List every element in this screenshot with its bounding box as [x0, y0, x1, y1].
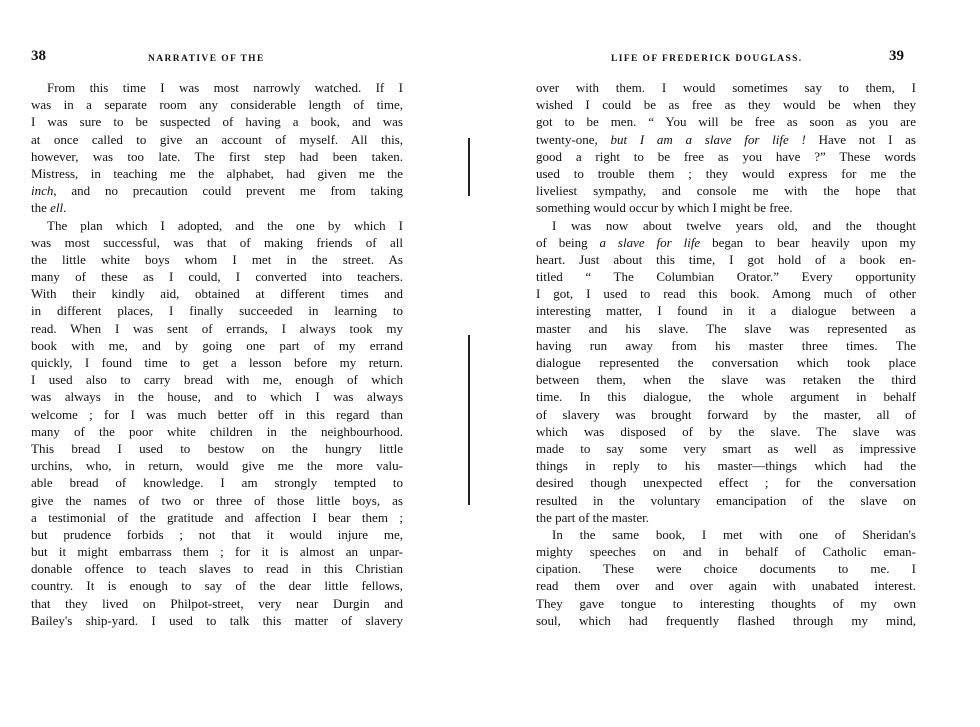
text-line: give the names of two or three of those little boys, as: [31, 492, 403, 508]
text-line: inch, and no precaution could prevent me from taking: [31, 183, 403, 199]
text-line: desired though unexpected effect ; for the conversation: [536, 475, 916, 491]
text-line: book with me, and by going one part of my errand: [31, 337, 403, 353]
text-line: dialogue represented the conversation which took place: [536, 355, 916, 370]
left-page-body: [31, 79, 403, 629]
text-line: read. When I was sent of errands, I always took my: [31, 320, 403, 336]
text-line: heart. Just about this time, I got hold of a book en-: [536, 251, 916, 267]
text-line: the ell.: [31, 200, 67, 216]
text-line: From this time I was most narrowly watched. If I: [47, 80, 403, 95]
text-line: I got, I used to read this book. Among much of other: [536, 286, 916, 302]
text-line: They gave tongue to interesting thoughts of my own: [536, 595, 916, 611]
left-page: [0, 0, 470, 727]
text-line: of being a slave for life began to bear heavily upon my: [536, 234, 916, 250]
text-line: titled “ The Columbian Orator.” Every opportunity: [536, 269, 916, 285]
text-line: resulted in the voluntary emancipation of the slave on: [536, 492, 916, 508]
text-line: soul, which had frequently flashed through my mind,: [536, 612, 916, 628]
text-line: in different places, I finally succeeded in learning to: [31, 303, 403, 319]
text-line: The plan which I adopted, and the one by which I: [47, 217, 403, 233]
text-line: which was disposed of by the slave. The slave was: [536, 423, 916, 439]
text-line: made to say some very smart as well as impressive: [536, 440, 916, 456]
text-line: the part of the master.: [536, 509, 649, 525]
text-line: time. In this dialogue, the whole argument in behalf: [536, 389, 916, 405]
text-line: liveliest sympathy, and console me with the hope that: [536, 183, 916, 199]
text-line: however, was too late. The first step had been taken.: [31, 148, 403, 164]
text-line: master and his slave. The slave was represented as: [536, 320, 916, 336]
text-line: the little white boys whom I met in the street. As: [31, 251, 403, 267]
text-line: Bailey's ship-yard. I used to talk this matter of slavery: [31, 612, 403, 628]
text-line: welcome ; for I was much better off in this regard than: [31, 406, 403, 422]
page-number-left: 38: [31, 48, 46, 64]
running-head-left: NARRATIVE OF THE: [148, 54, 265, 64]
text-line: quickly, I found time to get a lesson before my return.: [31, 355, 403, 370]
text-line: read them over and over again with unabated interest.: [536, 578, 916, 594]
text-line: urchins, who, in return, would give me the more valu-: [31, 458, 403, 474]
text-line: got to be men. “ You will be free as soon as you are: [536, 114, 916, 130]
text-line: having run away from his master three times. The: [536, 337, 916, 353]
text-line: good a right to be free as you have ?” These words: [536, 148, 916, 164]
text-line: This bread I used to bestow on the hungry little: [31, 440, 403, 456]
text-line: used to trouble them ; they would express for me the: [536, 165, 916, 181]
text-line: mighty speeches on and in behalf of Catholic eman-: [536, 544, 916, 560]
right-page-body: [536, 79, 916, 629]
text-line: was always in the house, and to which I was always: [31, 389, 403, 405]
text-line: but prudence forbids ; not that it would injure me,: [31, 526, 403, 542]
text-line: able bread of knowledge. I am strongly tempted to: [31, 475, 403, 491]
text-line: was in a separate room any considerable length of time,: [31, 97, 403, 113]
text-line: something would occur by which I might be free.: [536, 200, 793, 216]
text-line: many of these as I could, I converted into teachers.: [31, 269, 403, 285]
text-line: twenty-one, but I am a slave for life ! Have not I as: [536, 131, 916, 147]
text-line: that they lived on Philpot-street, very near Durgin and: [31, 595, 403, 611]
right-page: [470, 0, 980, 727]
text-line: I used also to carry bread with me, enough of which: [31, 372, 403, 388]
running-head-right: LIFE OF FREDERICK DOUGLASS.: [611, 54, 803, 64]
text-line: donable offence to teach slaves to read in this Christian: [31, 561, 403, 577]
text-line: a testimonial of the gratitude and affection I bear them ;: [31, 509, 403, 525]
text-line: many of the poor white children in the neighbourhood.: [31, 423, 403, 439]
text-line: Mistress, in teaching me the alphabet, had given me the: [31, 165, 403, 181]
page-number-right: 39: [889, 48, 904, 64]
text-line: at once called to give an account of myself. All this,: [31, 131, 403, 147]
text-line: cipation. These were choice documents to me. I: [536, 561, 916, 577]
text-line: With their kindly aid, obtained at different times and: [31, 286, 403, 302]
text-line: but it might embarrass them ; for it is almost an unpar-: [31, 544, 403, 560]
text-line: country. It is enough to say of the dear little fellows,: [31, 578, 403, 594]
text-line: between them, when the slave was retaken the third: [536, 372, 916, 388]
text-line: wished I could be as free as they would be when they: [536, 97, 916, 113]
text-line: In the same book, I met with one of Sheridan's: [552, 526, 916, 542]
text-line: things in reply to his master—things which had the: [536, 458, 916, 474]
text-line: over with them. I would sometimes say to them, I: [536, 80, 916, 95]
text-line: interesting matter, I found in it a dialogue between a: [536, 303, 916, 319]
text-line: I was sure to be suspected of having a book, and was: [31, 114, 403, 130]
text-line: I was now about twelve years old, and the thought: [552, 217, 916, 233]
text-line: was most successful, was that of making friends of all: [31, 234, 403, 250]
text-line: of slavery was brought forward by the master, all of: [536, 406, 916, 422]
